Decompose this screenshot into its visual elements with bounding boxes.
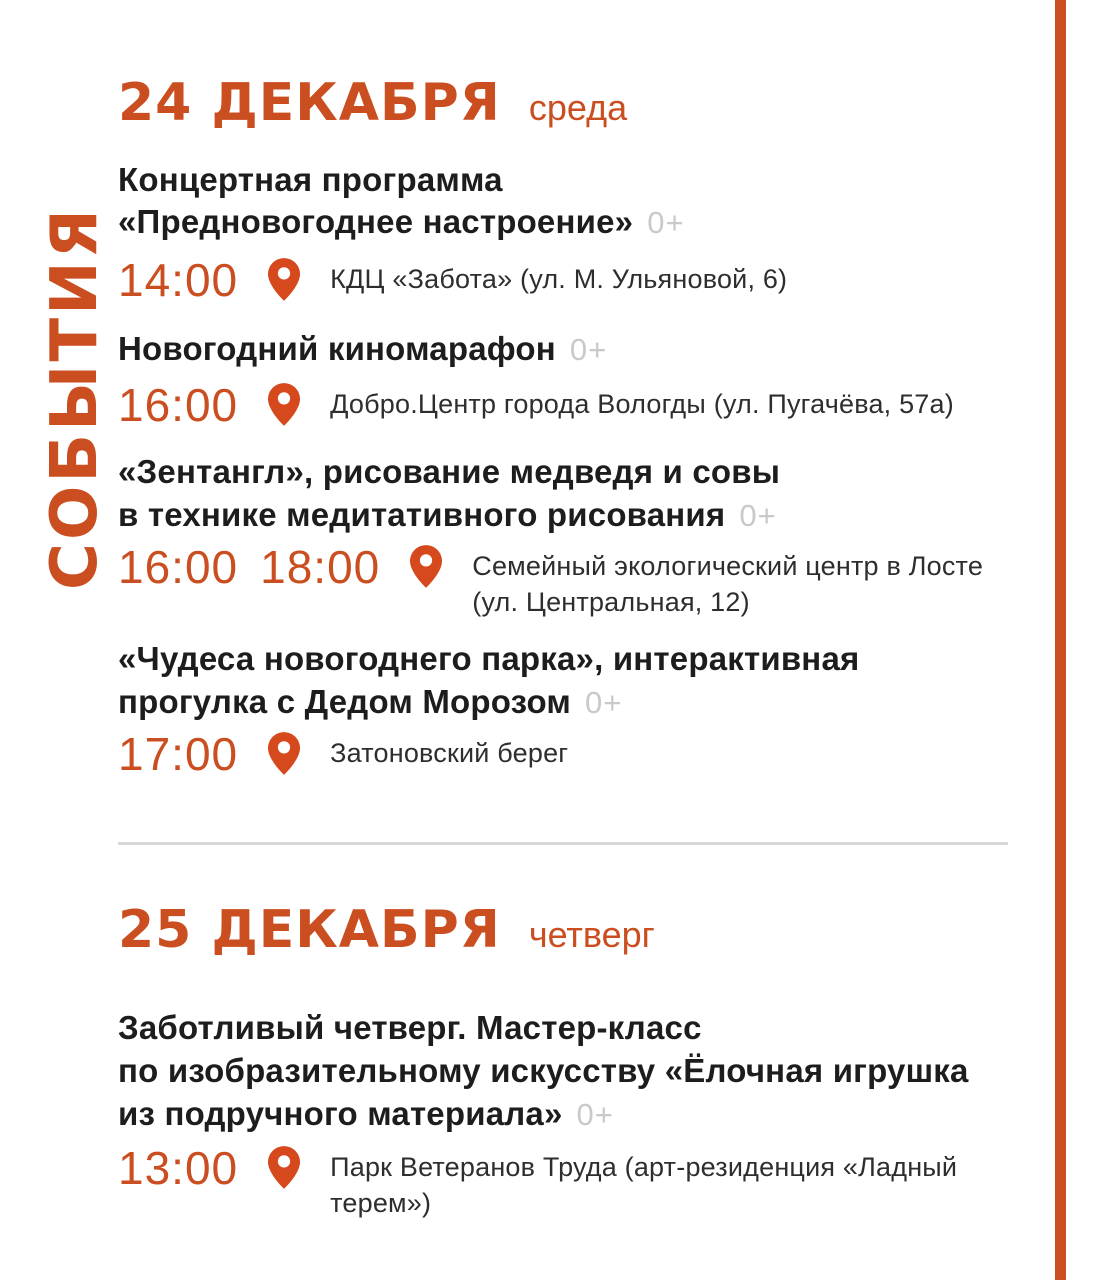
event-location <box>330 735 568 771</box>
location-line: Затоновский берег <box>330 737 569 768</box>
day-header-25 <box>118 899 1010 960</box>
event-title-line: «Чудеса новогоднего парка», интерактивная <box>118 640 860 678</box>
day-weekday: четверг <box>528 913 655 955</box>
event-location <box>330 261 787 297</box>
event-title-line: по изобразительному искусству «Ёлочная игрушка <box>118 1052 969 1090</box>
event-schedule <box>118 727 1010 780</box>
event-title <box>118 1007 1010 1136</box>
event-title-line: Заботливый четверг. Мастер-класс <box>118 1009 702 1047</box>
event-title-line: из подручного материала» <box>118 1095 563 1133</box>
event-title-line: «Предновогоднее настроение» <box>118 203 634 241</box>
location-pin-icon <box>410 545 442 588</box>
location-pin-icon <box>268 1146 300 1189</box>
event-time: 16:00 <box>118 541 239 594</box>
location-pin-icon <box>268 383 300 426</box>
location-pin-icon <box>268 732 300 775</box>
day-divider <box>118 842 1008 845</box>
location-line: (ул. Центральная, 12) <box>472 587 750 618</box>
event-title <box>118 328 1010 371</box>
event-title-line: прогулка с Дедом Морозом <box>118 682 571 720</box>
event-location <box>330 386 954 422</box>
event-schedule <box>118 1144 1010 1221</box>
event-time: 16:00 <box>118 379 239 432</box>
event-title-line: Новогодний киномарафон <box>118 330 556 368</box>
event-times <box>118 1142 239 1195</box>
event-title <box>118 159 1010 245</box>
event-time: 13:00 <box>118 1142 239 1195</box>
poster-content <box>118 0 1010 1221</box>
event-time: 18:00 <box>260 541 381 594</box>
event-schedule <box>118 379 1010 432</box>
event-times <box>118 541 381 594</box>
event-title <box>118 451 1010 537</box>
location-line: КДЦ «Забота» (ул. М. Ульяновой, 6) <box>330 264 788 295</box>
location-line: Добро.Центр города Вологды (ул. Пугачёва, 57а) <box>330 389 954 420</box>
location-pin-icon <box>268 258 300 301</box>
event-times <box>118 727 239 780</box>
age-badge: 0+ <box>576 1097 614 1133</box>
event-title-line: «Зентангл», рисование медведя и совы <box>118 453 781 491</box>
event-location <box>330 1149 1010 1221</box>
age-badge: 0+ <box>739 498 777 534</box>
age-badge: 0+ <box>585 684 623 720</box>
day-header-24 <box>118 73 1010 133</box>
event-time: 17:00 <box>118 727 239 780</box>
location-line: Парк Ветеранов Труда (арт-резиденция «Ладный терем») <box>330 1152 958 1219</box>
event-schedule <box>118 254 1010 307</box>
day-date: 24 ДЕКАБРЯ <box>118 73 501 133</box>
accent-side-bar <box>1055 0 1066 1280</box>
location-line: Семейный экологический центр в Лосте <box>472 551 984 582</box>
event-title <box>118 638 1010 724</box>
age-badge: 0+ <box>647 205 685 241</box>
event-title-line: в технике медитативного рисования <box>118 496 726 534</box>
event-times <box>118 254 239 307</box>
poster-vertical-title: СОБЫТИЯ <box>38 206 112 590</box>
event-schedule <box>118 543 1010 620</box>
day-date: 25 ДЕКАБРЯ <box>118 899 501 960</box>
event-location <box>472 548 983 620</box>
day-weekday: среда <box>528 87 628 128</box>
event-times <box>118 379 239 432</box>
age-badge: 0+ <box>569 332 608 368</box>
event-title-line: Концертная программа <box>118 160 503 198</box>
event-time: 14:00 <box>118 254 239 307</box>
